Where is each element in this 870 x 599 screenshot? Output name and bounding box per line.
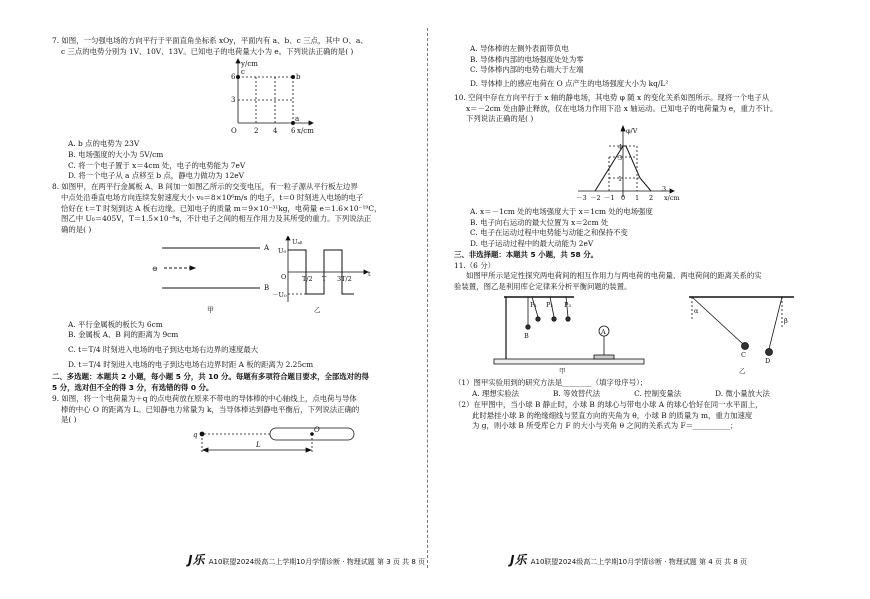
q8-u-arrow [286, 236, 290, 240]
q7-tick-x: 4 [273, 127, 278, 136]
q8-line: 图乙中 U₀＝405V，T＝1.5×10⁻⁸s，不计电子之间的相互作用力及其所受的重力。下列说法正 [61, 214, 372, 224]
q8-figures [52, 236, 440, 316]
q11-beta: β [784, 316, 788, 325]
q9-arrow-right [306, 448, 311, 452]
section-2-title: 二、多选题：本题共 2 小题，每小题 5 分，共 10 分。每题有多项符合题目要求，全部选对的得 [52, 372, 369, 382]
right-page [454, 44, 842, 432]
q9-option-c: C. 导体棒内部的电势右端大于左端 [470, 65, 584, 75]
q11-ball-c [742, 342, 749, 349]
q8-option-d: D. t＝T/4 时刻进入电场的电子到达电场右边界时距 A 板的距离为 2.25cm [68, 359, 314, 369]
q8-option-a: A. 平行金属板的板长为 6cm [68, 319, 163, 329]
question-8 [52, 182, 440, 370]
q11-p3: P₃ [564, 300, 571, 309]
q9-option-a: A. 导体棒的左侧外表面带负电 [470, 44, 569, 53]
q7-point-c [236, 76, 239, 79]
q11-ball-b [526, 325, 530, 329]
q7-tick-x: 6 [291, 127, 296, 136]
q7-stem-line2: c 三点的电势分别为 1V、10V、13V。已知电子的电荷量大小为 e。下列说法正确的是( ) [61, 46, 354, 56]
q10-x-label: x/cm [664, 194, 680, 203]
q9-o-label: O [314, 426, 320, 435]
q9-line: 是( ) [61, 415, 77, 425]
q7-origin: O [231, 127, 237, 136]
q11-base [494, 359, 644, 364]
q11-ball-d [766, 348, 773, 355]
q11-alpha: α [694, 306, 699, 315]
q11-thread-c [692, 297, 744, 345]
footer-left-text: A10联盟2024级高二上学期10月学情诊断 · 物理试题 第 3 页 共 8 页 [208, 558, 426, 566]
q10-option-d: D. 电子运动过程中的最大动能为 2eV [470, 239, 594, 249]
q10-phi-label: φ/V [626, 127, 638, 136]
q11-label-a: A [601, 327, 606, 336]
q8-line: 确的是( ) [61, 225, 92, 235]
q8-beam-arrow [190, 266, 195, 270]
q10-potential-graph [454, 125, 842, 203]
q9-line: 棒的中心 O 的距离为 L。已知静电力常量为 k，当导体棒达到静电平衡后，下列说法正确的 [61, 404, 360, 414]
q8-tick: T/2 [302, 274, 313, 283]
q10-option-b: B. 电子向右运动的最大位置为 x＝2cm 处 [470, 217, 609, 227]
q8-tick: 3T/2 [337, 274, 352, 283]
brand-logo: J乐 [510, 553, 527, 567]
q8-line: 中点处沿垂直电场方向连续发射速度大小 v₀＝8×10⁶m/s 的电子，t＝0 时刻进入电场的电子 [61, 192, 364, 202]
q7-x-arrow [309, 121, 313, 125]
q8-option-b: B. 金属板 A、B 间的距离为 9cm [68, 330, 179, 340]
q8-caption-jia: 甲 [207, 305, 214, 314]
q11-head: 11.（6 分） [454, 260, 495, 270]
q8-u-label: Uₐᵦ [292, 237, 303, 246]
q9-figure [52, 426, 440, 462]
q10-tick-x: －2 [590, 194, 601, 203]
q10-tick-y: 1 [618, 175, 623, 184]
q7-stem-line1: 7. 如图，一匀强电场的方向平行于平面直角坐标系 xOy，平面内有 a、b、c 三点，其中 O、a、 [52, 36, 368, 45]
q11-line: 验装置，图乙是利用库仑定律来分析平衡问题的装置。 [454, 282, 632, 292]
q11-p1: P₁ [530, 300, 537, 309]
q7-tick-y: 6 [231, 73, 236, 82]
footer-right-text: A10联盟2024级高二上学期10月学情诊断 · 物理试题 第 4 页 共 8 页 [530, 558, 748, 566]
footer-left [188, 552, 425, 569]
q8-u0: U₀ [278, 246, 287, 255]
q10-tick-x: 1 [635, 194, 640, 203]
q11-line: 如图甲所示是定性探究两电荷间的相互作用力与两电荷的电荷量、两电荷间的距离关系的实 [466, 271, 762, 281]
q7-tick-x: 2 [254, 127, 259, 136]
q10-tick-x: －1 [604, 194, 615, 203]
q10-tick-x: 2 [649, 194, 654, 203]
q11-sub1-option-c: C. 控制变量法 [634, 389, 682, 399]
q9-option-d: D. 导体棒上的感应电荷在 O 点产生的电场强度大小为 kq/L² [470, 79, 669, 89]
q7-option-c: C. 将一个电子置于 x＝4cm 处，电子的电势能为 7eV [68, 160, 246, 170]
question-10 [454, 93, 842, 250]
q11-sub1: （1）图甲实验用到的研究方法是________（填字母序号）； [454, 378, 648, 388]
q11-sub1-option-b: B. 等效替代法 [553, 389, 601, 399]
footer-right [510, 552, 747, 569]
q7-coordinate-figure [52, 57, 440, 135]
question-9 [52, 394, 440, 466]
q8-caption-yi: 乙 [314, 305, 321, 314]
q8-label-b: B [264, 283, 270, 292]
section-2 [52, 372, 440, 393]
q8-tick: T [322, 274, 327, 283]
q7-label-a: a [295, 115, 300, 124]
question-7 [52, 36, 440, 182]
q9-option-b: B. 导体棒内部的电场强度处处为零 [470, 54, 584, 64]
q8-origin: O [281, 272, 287, 281]
left-page [52, 36, 440, 466]
q8-line: 恰好在 t＝T 时刻到达 A 板右边缘。已知电子的质量 m＝9×10⁻³¹kg，电荷量 e＝1.6×10⁻¹⁹C， [61, 203, 382, 213]
q7-point-b [291, 76, 294, 79]
q7-x-label: x/cm [297, 127, 314, 136]
brand-logo: J乐 [188, 553, 205, 567]
q11-p2: P₂ [546, 300, 553, 309]
q9-arrow-left [203, 448, 208, 452]
q11-label-c: C [741, 350, 746, 359]
q8-option-c: C. t＝T/4 时刻进入电场的电子到达电场右边界的速度最大 [68, 345, 259, 355]
q10-tick-x: －3 [576, 194, 587, 203]
q11-sub1-option-d: D. 微小量放大法 [715, 389, 770, 399]
q11-caption-yi: 乙 [739, 366, 746, 375]
q11-ball-p1 [536, 317, 540, 321]
q11-ball-p3 [566, 317, 570, 321]
q7-y-label: y/cm [241, 60, 258, 69]
q10-line: x＝－2cm 处由静止释放，仅在电场力作用下沿 x 轴运动。已知电子的电荷量为 e，重力不计。 [466, 103, 778, 113]
q7-tick-y: 3 [231, 96, 236, 105]
q10-tick-y: 4 [618, 143, 623, 152]
q10-tick-y: 3 [618, 154, 623, 163]
q7-y-arrow [236, 59, 240, 63]
q7-option-d: D. 将一个电子从 a 点移至 b 点，静电力做功为 12eV [68, 171, 245, 181]
q11-rod-base [594, 355, 614, 359]
q7-label-b: b [296, 73, 301, 82]
q7-option-a: A. b 点的电势为 23V [68, 139, 140, 149]
q11-ball-p2 [552, 317, 556, 321]
q11-sub2-line: 此时悬挂小球 B 的绝缘细线与竖直方向的夹角为 θ，小球 B 的质量为 m，重力加速度 [472, 410, 753, 420]
q10-option-a: A. x＝－1cm 处的电场强度大于 x＝1cm 处的电场强度 [470, 206, 653, 216]
q9-q-label: q [193, 431, 198, 440]
q10-phi-arrow [621, 126, 625, 131]
q8-label-a: A [264, 243, 270, 252]
q10-line: 10. 空间中存在方向平行于 x 轴的静电场，其电势 φ 随 x 的变化关系如图所示。现将一个电子从 [454, 92, 770, 102]
q10-tick-x: 0 [621, 194, 626, 203]
q10-tick-x: 3 [662, 185, 667, 194]
q11-figures [454, 293, 842, 375]
q11-sub1-option-a: A. 理想实验法 [472, 389, 519, 399]
q9-line: 9. 如图，将一个电荷量为＋q 的点电荷放在原来不带电的导体棒的中心轴线上，点电荷与导体 [52, 393, 357, 403]
question-11 [454, 261, 842, 433]
section-2-title-cont: 5 分，选对但不全的得 3 分，有选错的得 0 分。 [52, 383, 214, 393]
q11-label-d: D [765, 356, 771, 365]
q11-sub2-line: 为 g，则小球 B 所受库仑力 F 的大小与夹角 θ 之间的关系式为 F＝__________； [472, 421, 738, 431]
q10-x-arrow [670, 189, 674, 193]
q8-electron-source: ⊖ [152, 264, 158, 273]
q11-sub1-options [472, 389, 842, 400]
q10-option-c: C. 电子在运动过程中电势能与动能之和保持不变 [470, 228, 628, 238]
q11-caption-jia: 甲 [559, 366, 566, 375]
q7-option-b: B. 电场强度的大小为 5V/cm [68, 149, 164, 159]
q9-l-label: L [256, 441, 261, 450]
q11-thread-d [769, 297, 782, 349]
q8-line: 8. 如图甲，在两平行金属板 A、B 间加一如图乙所示的交变电压，有一粒子源从平行板左边界 [52, 182, 358, 192]
q10-line: 下列说法正确的是( ) [466, 114, 534, 124]
q7-label-c: c [241, 68, 245, 77]
q8-t-label: t [368, 269, 371, 278]
q9-options [454, 44, 842, 90]
q11-sub2-line: （2）在甲图中，当小球 B 静止时，小球 B 的球心与带电小球 A 的球心恰好在同一水平面上， [454, 399, 763, 409]
q8-neg-u0: －U₀ [272, 290, 287, 299]
q11-label-b: B [524, 331, 529, 340]
section-3-title: 三、非选择题：本题共 5 小题，共 58 分。 [454, 249, 598, 259]
